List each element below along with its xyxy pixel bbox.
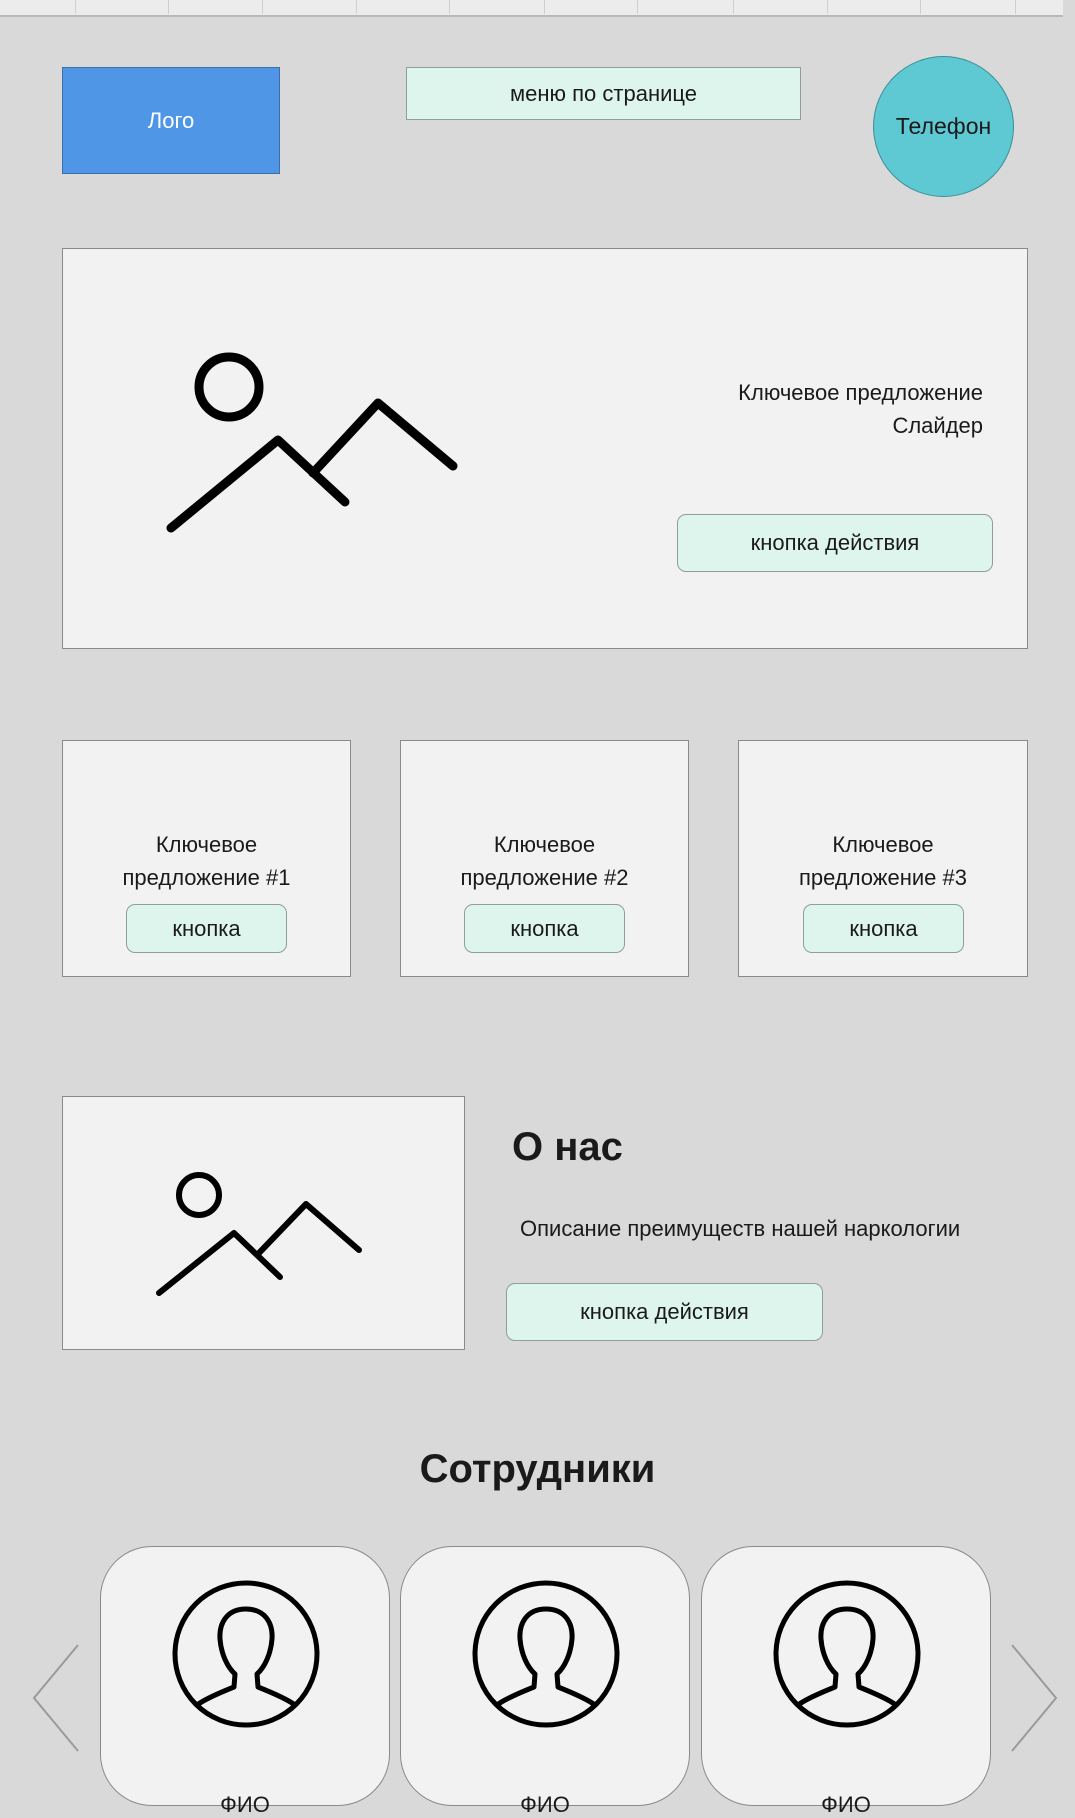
top-toolbar-strip [0,0,1063,17]
staff-name: ФИО [821,1792,871,1817]
logo-label: Лого [147,107,195,133]
offer-button-label: кнопка [510,915,579,941]
about-heading: О нас [512,1125,623,1169]
offer-title [63,828,350,894]
staff-heading: Сотрудники [419,1447,656,1491]
about-image [62,1096,465,1350]
hero-slider [62,248,1028,649]
offer-card-2 [400,740,689,977]
offer-card-3 [738,740,1028,977]
image-placeholder-icon [163,339,463,539]
offer-card-1 [62,740,351,977]
toolbar-divider [75,0,76,14]
offer-title-line2: предложение #3 [798,865,968,890]
offer-button-3[interactable] [803,904,964,953]
about-action-button[interactable] [506,1283,823,1341]
toolbar-divider [449,0,450,14]
logo[interactable] [62,67,280,174]
staff-card-1[interactable] [100,1546,390,1817]
toolbar-divider [168,0,169,14]
about-action-label: кнопка действия [580,1299,749,1324]
user-avatar-icon [171,1579,321,1729]
staff-name: ФИО [520,1792,570,1817]
offer-title-line2: предложение #2 [460,865,629,890]
hero-title-line1: Ключевое предложение [738,380,983,405]
chevron-right-icon[interactable] [1010,1643,1060,1753]
page-menu-button[interactable] [406,67,801,120]
hero-action-label: кнопка действия [750,530,920,555]
offer-title-line1: Ключевое [832,832,934,857]
offer-button-label: кнопка [849,915,918,941]
offer-title-line2: предложение #1 [122,865,291,890]
user-avatar-icon [471,1579,621,1729]
page-menu-label: меню по странице [510,80,697,106]
toolbar-divider [637,0,638,14]
offer-button-2[interactable] [464,904,625,953]
user-avatar-icon [772,1579,922,1729]
toolbar-divider [827,0,828,14]
offer-button-1[interactable] [126,904,287,953]
offer-title [401,828,688,894]
offer-title-line1: Ключевое [493,832,596,857]
offer-button-label: кнопка [172,915,241,941]
phone-label: Телефон [895,113,992,139]
toolbar-divider [262,0,263,14]
toolbar-divider [920,0,921,14]
staff-card-2[interactable] [400,1546,690,1817]
toolbar-divider [733,0,734,14]
image-placeholder-icon [151,1171,371,1311]
about-description: Описание преимуществ нашей наркологии [520,1216,961,1241]
offer-title [739,828,1027,894]
toolbar-divider [1015,0,1016,14]
staff-name: ФИО [220,1792,270,1817]
offer-title-line1: Ключевое [155,832,258,857]
hero-title [623,376,983,442]
phone-button[interactable] [873,56,1014,197]
staff-card-3[interactable] [701,1546,991,1817]
toolbar-divider [544,0,545,14]
hero-action-button[interactable] [677,514,993,572]
chevron-left-icon[interactable] [30,1643,80,1753]
hero-title-line2: Слайдер [892,413,983,438]
toolbar-divider [356,0,357,14]
